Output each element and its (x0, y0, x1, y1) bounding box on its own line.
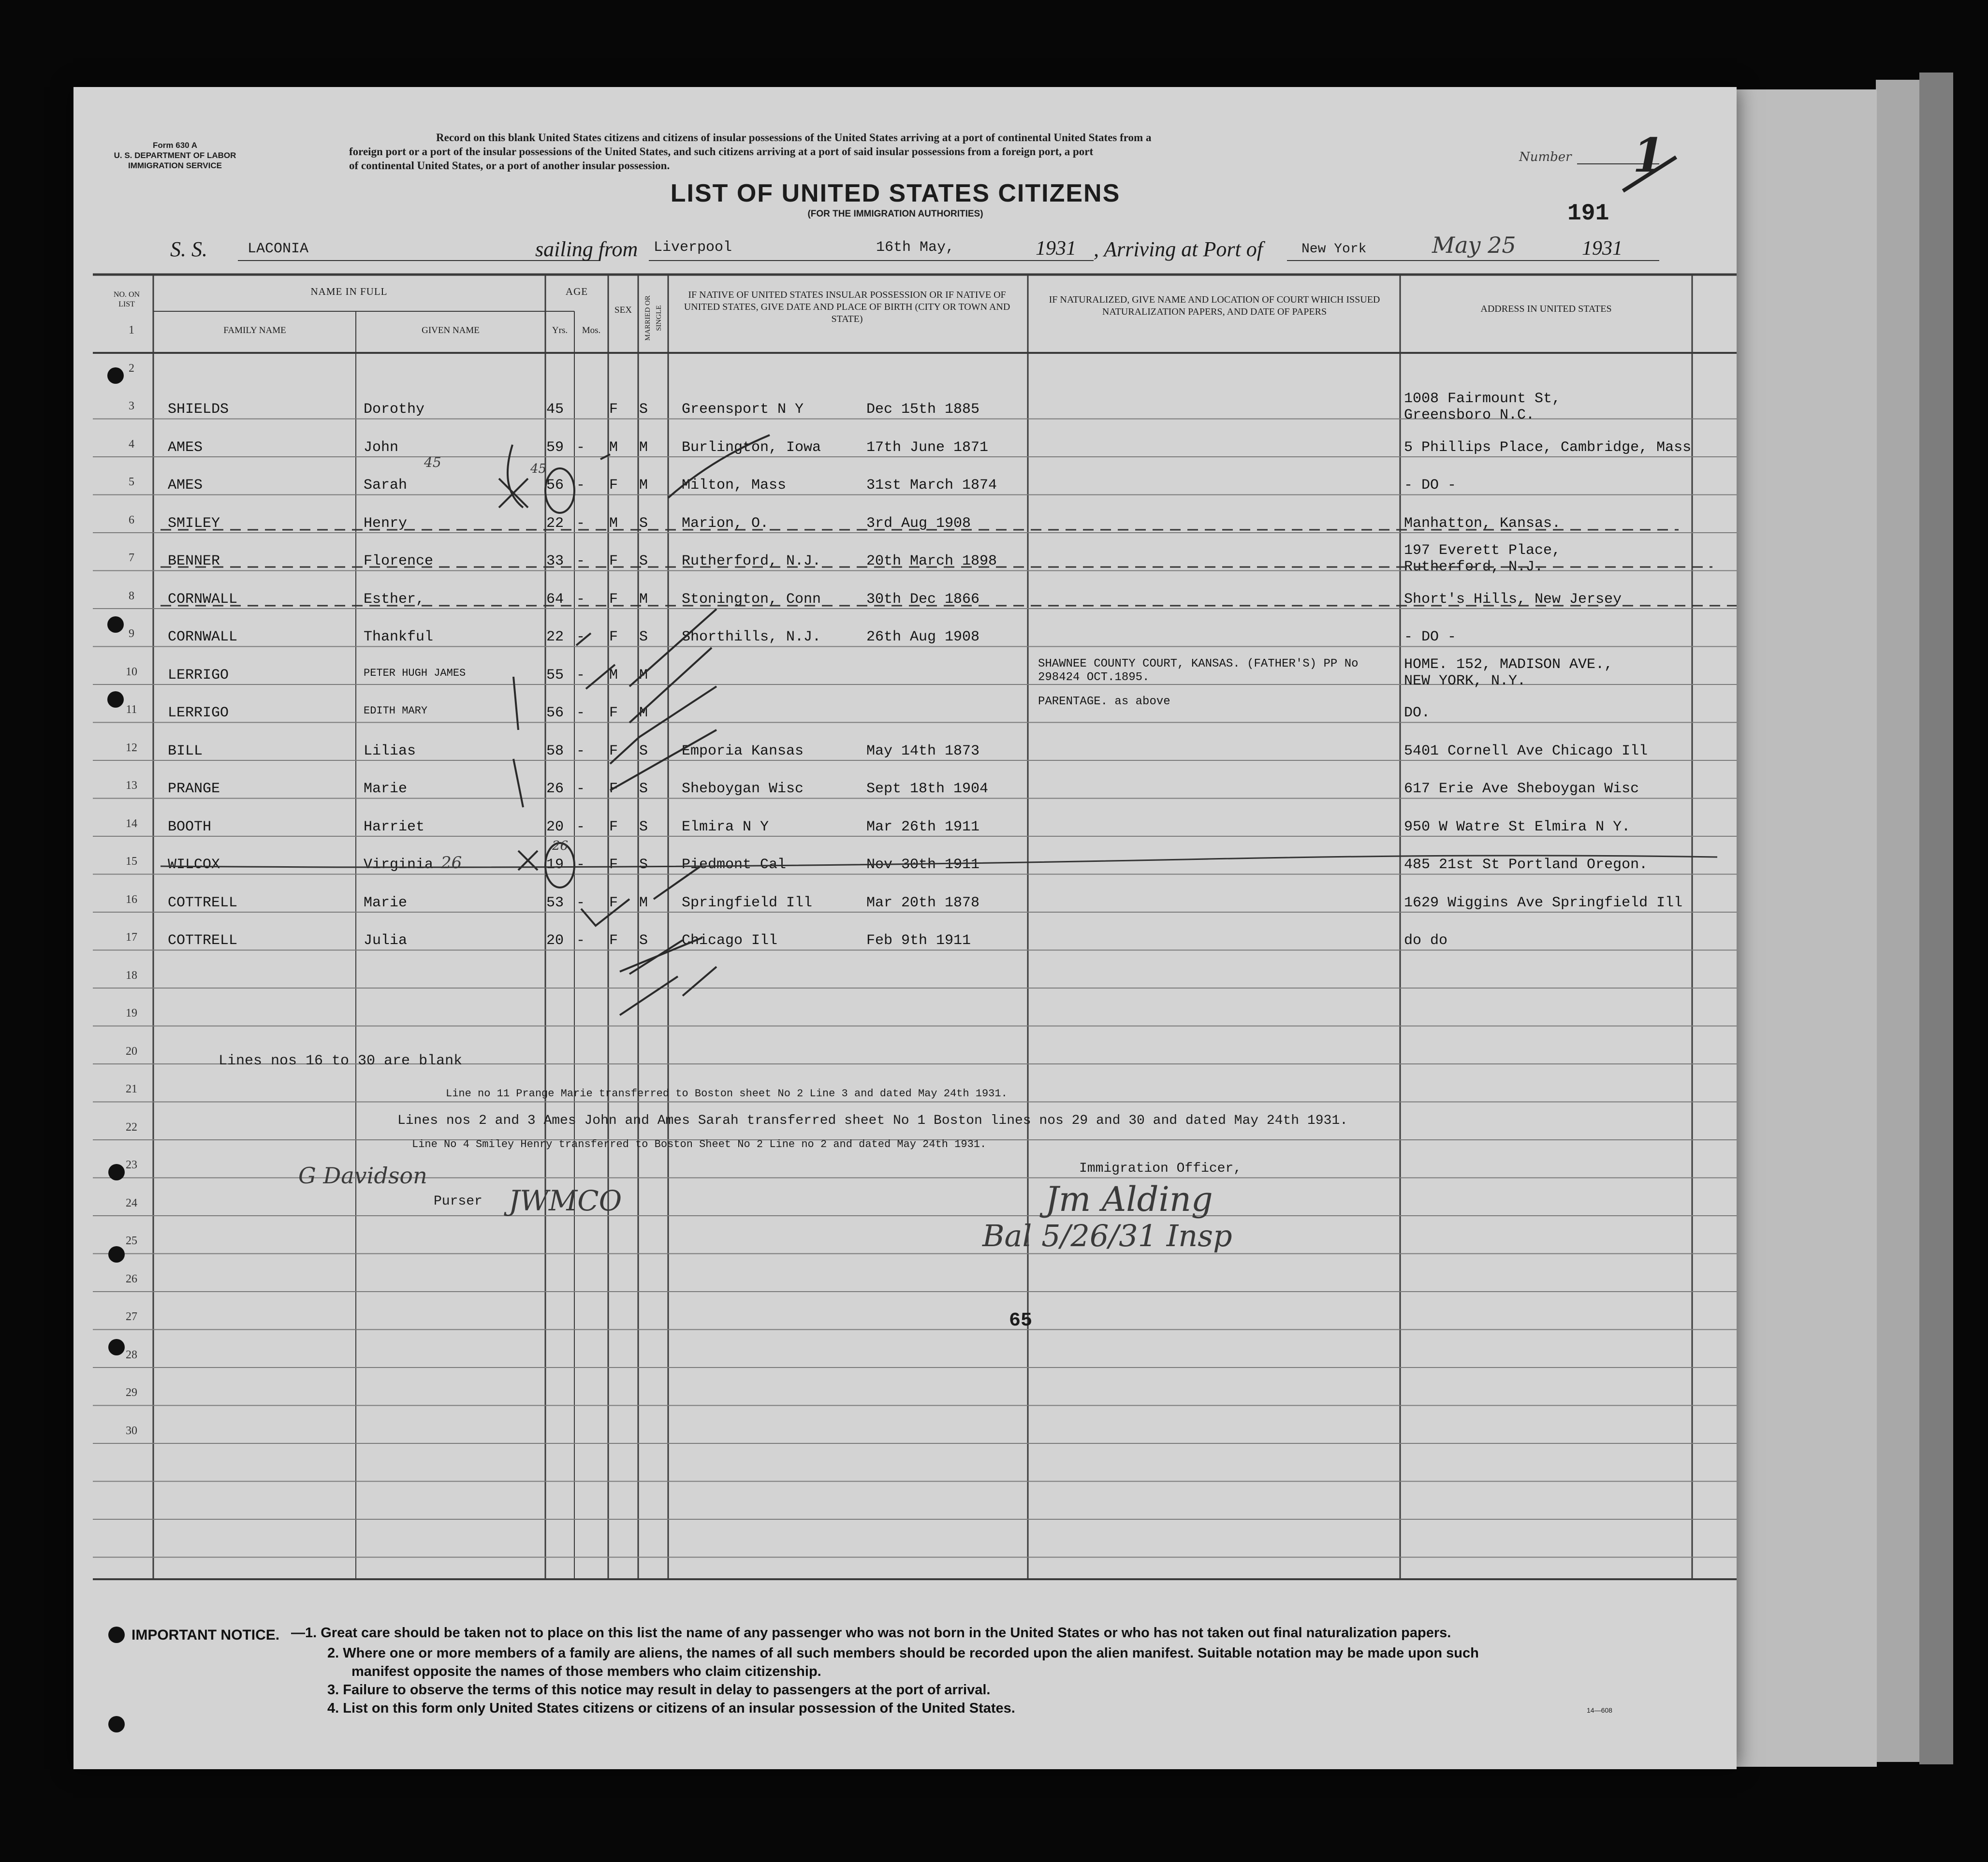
line-number: 22 (126, 1120, 137, 1134)
row-date: Nov 30th 1911 (866, 857, 980, 873)
row-given: Harriet (364, 818, 425, 835)
row-given: Virginia (364, 857, 434, 873)
row-ms: S (639, 932, 648, 949)
row-yrs: 58 (546, 742, 564, 759)
row-nat: PARENTAGE. as above (1038, 695, 1170, 708)
row-given: Sarah (364, 477, 408, 494)
line-number: 6 (129, 513, 134, 526)
header-married: MARRIED OR SINGLE (644, 295, 663, 341)
line-number: 30 (126, 1424, 137, 1437)
row-yrs: 64 (546, 591, 564, 608)
row-yrs: 45 (546, 401, 564, 418)
row-date: 31st March 1874 (866, 477, 997, 494)
row-addr1: Manhatton, Kansas. (1404, 515, 1561, 532)
punch-hole (108, 1164, 125, 1180)
punch-hole (107, 616, 124, 633)
row-place: Stonington, Conn (682, 591, 821, 608)
row-date: Mar 20th 1878 (866, 894, 980, 911)
row-given: Dorothy (364, 401, 425, 418)
row-given: Florence (364, 553, 434, 569)
row-given: John (364, 439, 399, 456)
row-mos: - (576, 742, 585, 759)
row-place: Greensport N Y (682, 401, 804, 418)
row-given: PETER HUGH JAMES (364, 667, 466, 679)
transfer-note: Line No 4 Smiley Henry transferred to Boston Sheet No 2 Line no 2 and dated May 24th 1931. (412, 1138, 987, 1150)
officer-annotation: Bal 5/26/31 Insp (982, 1218, 1232, 1253)
row-family: CORNWALL (168, 629, 238, 645)
age-correction: 45 (424, 454, 441, 470)
line-number: 4 (129, 437, 134, 451)
line-number: 5 (129, 476, 134, 488)
row-family: WILCOX (168, 857, 220, 873)
row-date: Mar 26th 1911 (866, 818, 980, 835)
row-addr1: 485 21st St Portland Oregon. (1404, 857, 1648, 873)
line-number: 3 (129, 400, 134, 412)
row-addr1: 197 Everett Place, (1404, 542, 1561, 559)
sheet-number: 65 (1009, 1310, 1033, 1332)
row-yrs: 33 (546, 553, 564, 569)
page-edge (1737, 89, 1877, 1767)
header-name-in-full: NAME IN FULL (310, 286, 388, 297)
row-yrs: 56 (546, 705, 564, 721)
row-addr2: Greensboro N.C. (1404, 407, 1535, 423)
header-sex: SEX (614, 305, 632, 315)
purser-signature: G Davidson (298, 1163, 427, 1189)
row-given: EDITH MARY (364, 705, 428, 717)
row-given: Marie (364, 781, 408, 797)
row-date: Sept 18th 1904 (866, 781, 989, 797)
line-number: 21 (126, 1083, 137, 1095)
line-number: 26 (126, 1272, 137, 1285)
service: IMMIGRATION SERVICE (128, 161, 222, 170)
row-mos: - (576, 894, 585, 911)
punch-hole (108, 1246, 125, 1263)
instruction-line: of continental United States, or a port of another insular possession. (349, 160, 670, 172)
line-number: 19 (126, 1007, 137, 1019)
header-naturalized: IF NATURALIZED, GIVE NAME AND LOCATION OF COURT WHICH ISSUED NATURALIZATION PAPERS, AND DATE OF PAPERS (1049, 294, 1380, 317)
header-address: ADDRESS IN UNITED STATES (1480, 304, 1612, 314)
row-mos: - (576, 629, 585, 645)
header-family-name: FAMILY NAME (223, 325, 286, 335)
row-sex: F (609, 818, 618, 835)
header-no: NO. ON LIST (113, 291, 140, 308)
row-sex: F (609, 591, 618, 608)
year-1: 1931 (1036, 237, 1076, 260)
row-place: Milton, Mass (682, 477, 787, 494)
row-date: 20th March 1898 (866, 553, 997, 569)
row-place: Chicago Ill (682, 932, 778, 949)
row-given: Thankful (364, 629, 434, 645)
row-addr1: - DO - (1404, 477, 1457, 494)
sailing-label: sailing from (535, 237, 638, 261)
notice-item: —1. Great care should be taken not to place on this list the name of any passenger who was not born in the United States or who has not taken out final naturalization papers. (291, 1625, 1451, 1641)
page-stamp: 191 (1567, 201, 1609, 227)
row-family: SHIELDS (168, 401, 229, 418)
line-number: 24 (126, 1196, 137, 1209)
row-mos: - (576, 477, 585, 494)
row-date: Dec 15th 1885 (866, 401, 980, 418)
row-sex: F (609, 894, 618, 911)
officer-label: Immigration Officer, (1079, 1161, 1242, 1176)
row-family: COTTRELL (168, 894, 238, 911)
header-mos: Mos. (582, 325, 601, 335)
line-number: 13 (126, 779, 137, 792)
row-mos: - (576, 591, 585, 608)
row-given: Esther, (364, 591, 425, 608)
row-ms: S (639, 401, 648, 418)
row-sex: F (609, 781, 618, 797)
row-sex: F (609, 477, 618, 494)
row-given: Marie (364, 894, 408, 911)
row-sex: M (609, 667, 618, 684)
number-label: Number (1519, 150, 1572, 164)
transfer-note: Lines nos 2 and 3 Ames John and Ames Sarah transferred sheet No 1 Boston lines nos 29 and 30 and dated May 24th 1931. (397, 1113, 1348, 1128)
manifest-sheet (73, 87, 1737, 1769)
row-family: LERRIGO (168, 667, 229, 684)
row-family: LERRIGO (168, 705, 229, 721)
form-number: Form 630 A (153, 141, 197, 150)
row-family: BENNER (168, 553, 220, 569)
header-birth: IF NATIVE OF UNITED STATES INSULAR POSSESSION OR IF NATIVE OF UNITED STATES, GIVE DATE AND PLACE OF BIRTH (CITY OR TOWN AND STATE) (684, 290, 1010, 324)
row-mos: - (576, 667, 585, 684)
form-title: LIST OF UNITED STATES CITIZENS (670, 179, 1121, 207)
line-number: 23 (126, 1159, 137, 1171)
page-edge (1919, 73, 1953, 1764)
row-date: May 14th 1873 (866, 742, 980, 759)
row-ms: M (639, 705, 648, 721)
line-number: 20 (126, 1045, 137, 1058)
line-number: 28 (126, 1348, 137, 1361)
from-date: 16th May, (876, 239, 955, 256)
line-number: 9 (129, 627, 134, 640)
notice-item: 4. List on this form only United States citizens or citizens of an insular possession of the United States. (327, 1701, 1015, 1716)
form-subtitle: (FOR THE IMMIGRATION AUTHORITIES) (807, 209, 983, 219)
row-family: SMILEY (168, 515, 220, 532)
row-addr1: - DO - (1404, 629, 1457, 645)
line-number: 27 (126, 1310, 137, 1323)
row-given: Julia (364, 932, 408, 949)
blank-lines-note: Lines nos 16 to 30 are blank (219, 1053, 463, 1069)
row-addr1: 5401 Cornell Ave Chicago Ill (1404, 742, 1648, 759)
row-yrs: 56 (546, 477, 564, 494)
row-yrs: 22 (546, 629, 564, 645)
line-number: 16 (126, 893, 137, 906)
notice-item: 2. Where one or more members of a family are aliens, the names of all such members should be recorded upon the alien manifest. Suitable notation may be made upon such (327, 1645, 1479, 1661)
header-age: AGE (565, 286, 588, 297)
line-number: 2 (129, 362, 134, 375)
row-addr1: Short's Hills, New Jersey (1404, 591, 1622, 608)
row-family: CORNWALL (168, 591, 238, 608)
line-number: 12 (126, 741, 137, 754)
row-sex: F (609, 629, 618, 645)
line-number: 7 (129, 552, 134, 564)
line-number: 15 (126, 855, 137, 868)
row-ms: S (639, 857, 648, 873)
from-port: Liverpool (654, 239, 732, 256)
row-place: Shorthills, N.J. (682, 629, 821, 645)
row-yrs: 26 (546, 781, 564, 797)
row-ms: S (639, 553, 648, 569)
age-correction: 26 (441, 853, 462, 873)
line-number: 1 (129, 324, 134, 336)
instruction-line: Record on this blank United States citizens and citizens of insular possessions of the United States arriving at a port of continental United States from a (436, 131, 1152, 144)
row-addr1: 1629 Wiggins Ave Springfield Ill (1404, 894, 1683, 911)
row-mos: - (576, 705, 585, 721)
line-number: 8 (129, 589, 134, 602)
row-mos: - (576, 932, 585, 949)
row-ms: M (639, 894, 648, 911)
row-sex: F (609, 401, 618, 418)
row-sex: F (609, 553, 618, 569)
row-addr1: 5 Phillips Place, Cambridge, Mass (1404, 439, 1692, 456)
row-mos: - (576, 553, 585, 569)
transfer-note: Line no 11 Prange Marie transferred to Boston sheet No 2 Line 3 and dated May 24th 1931. (446, 1088, 1008, 1100)
year-2: 1931 (1582, 237, 1623, 260)
department: U. S. DEPARTMENT OF LABOR (114, 151, 236, 160)
arrival-date: May 25 (1432, 232, 1516, 258)
row-given: Lilias (364, 742, 416, 759)
row-mos: - (576, 818, 585, 835)
row-addr1: 1008 Fairmount St, (1404, 391, 1561, 407)
row-place: Emporia Kansas (682, 742, 804, 759)
line-number: 11 (126, 703, 137, 716)
row-mos: - (576, 439, 585, 456)
notice-heading: IMPORTANT NOTICE. (132, 1627, 280, 1643)
notice-item: 3. Failure to observe the terms of this notice may result in delay to passengers at the port of arrival. (327, 1682, 991, 1698)
row-family: COTTRELL (168, 932, 238, 949)
row-place: Marion, O. (682, 515, 769, 532)
punch-hole (107, 691, 124, 708)
row-place: Piedmont Cal (682, 857, 787, 873)
row-addr1: DO. (1404, 705, 1431, 721)
arriving-label: , Arriving at Port of (1094, 237, 1263, 261)
row-sex: F (609, 742, 618, 759)
row-ms: S (639, 781, 648, 797)
row-sex: F (609, 857, 618, 873)
line-number: 14 (126, 817, 137, 830)
row-place: Rutherford, N.J. (682, 553, 821, 569)
age-correction: 45 (530, 462, 547, 476)
row-ms: S (639, 515, 648, 532)
row-place: Elmira N Y (682, 818, 769, 835)
row-family: PRANGE (168, 781, 220, 797)
instruction-line: foreign port or a port of the insular possessions of the United States, and such citizens arriving at a port of said insular possessions from a foreign port, a port (349, 145, 1094, 158)
row-addr2: Rutherford, N.J. (1404, 559, 1544, 575)
notice-item: manifest opposite the names of those members who claim citizenship. (351, 1664, 821, 1679)
row-ms: M (639, 591, 648, 608)
punch-hole (108, 1627, 125, 1643)
to-port: New York (1301, 242, 1367, 257)
row-yrs: 20 (546, 818, 564, 835)
ship-name: LACONIA (248, 241, 309, 257)
row-date: Feb 9th 1911 (866, 932, 971, 949)
row-date: 17th June 1871 (866, 439, 989, 456)
line-number: 17 (126, 931, 137, 944)
row-yrs: 53 (546, 894, 564, 911)
row-family: BILL (168, 742, 203, 759)
row-mos: - (576, 857, 585, 873)
row-given: Henry (364, 515, 408, 532)
row-ms: M (639, 439, 648, 456)
row-mos: - (576, 515, 585, 532)
row-ms: S (639, 742, 648, 759)
row-date: 3rd Aug 1908 (866, 515, 971, 532)
row-addr1: do do (1404, 932, 1448, 949)
row-ms: S (639, 818, 648, 835)
row-yrs: 59 (546, 439, 564, 456)
row-ms: M (639, 477, 648, 494)
header-given-name: GIVEN NAME (422, 325, 480, 335)
row-yrs: 19 (546, 857, 564, 873)
line-number: 25 (126, 1235, 137, 1247)
row-ms: S (639, 629, 648, 645)
row-sex: M (609, 515, 618, 532)
row-nat: SHAWNEE COUNTY COURT, KANSAS. (FATHER'S) PP No 298424 OCT.1895. (1038, 657, 1359, 684)
row-sex: F (609, 932, 618, 949)
row-yrs: 22 (546, 515, 564, 532)
row-date: 26th Aug 1908 (866, 629, 980, 645)
initials: JWMCO (509, 1184, 622, 1217)
row-addr1: 950 W Watre St Elmira N Y. (1404, 818, 1631, 835)
row-yrs: 55 (546, 667, 564, 684)
row-place: Springfield Ill (682, 894, 813, 911)
punch-hole (107, 367, 124, 384)
line-number: 29 (126, 1386, 137, 1399)
purser-label: Purser (434, 1194, 482, 1209)
ss-label: S. S. (170, 237, 207, 261)
line-number: 10 (126, 665, 137, 678)
row-mos: - (576, 781, 585, 797)
page-edge (1876, 80, 1919, 1762)
check-marks (73, 87, 1737, 1102)
print-code: 14—608 (1587, 1706, 1612, 1714)
row-place: Sheboygan Wisc (682, 781, 804, 797)
line-number: 18 (126, 969, 137, 982)
number-value: 1 (1633, 128, 1665, 183)
row-family: AMES (168, 439, 203, 456)
punch-hole (108, 1339, 125, 1355)
header-yrs: Yrs. (552, 325, 568, 335)
row-sex: M (609, 439, 618, 456)
officer-signature: Jm Alding (1045, 1179, 1213, 1219)
row-place: Burlington, Iowa (682, 439, 821, 456)
row-family: AMES (168, 477, 203, 494)
row-sex: F (609, 705, 618, 721)
row-date: 30th Dec 1866 (866, 591, 980, 608)
punch-hole (108, 1716, 125, 1732)
row-ms: M (639, 667, 648, 684)
row-family: BOOTH (168, 818, 212, 835)
row-addr1: HOME. 152, MADISON AVE., (1404, 656, 1613, 673)
row-addr2: NEW YORK, N.Y. (1404, 672, 1526, 689)
age-correction: 26 (552, 839, 569, 853)
row-yrs: 20 (546, 932, 564, 949)
row-addr1: 617 Erie Ave Sheboygan Wisc (1404, 781, 1639, 797)
